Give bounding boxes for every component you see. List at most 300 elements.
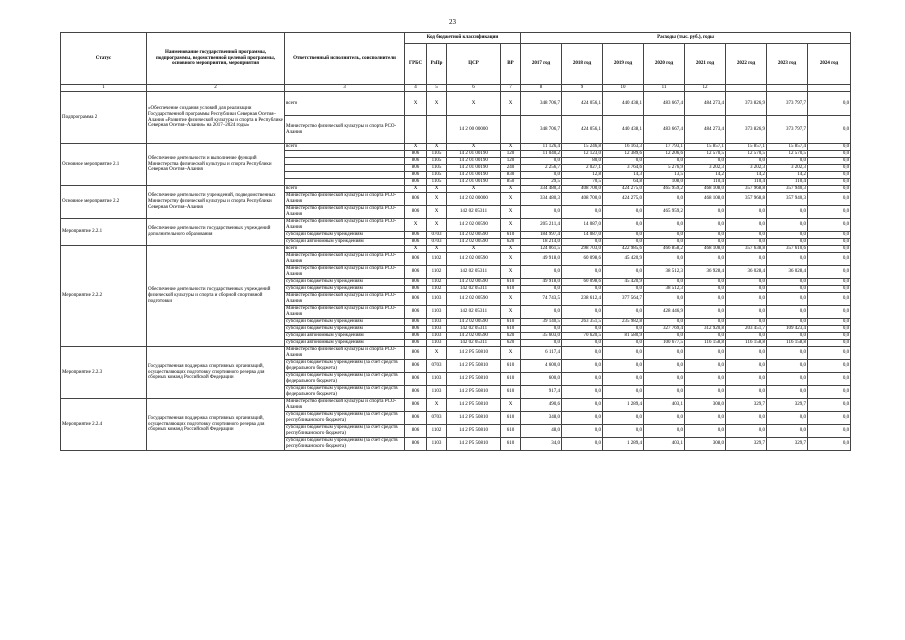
cell-amount: 424 056,1 <box>562 116 603 144</box>
cell-amount: 12 570,5 <box>685 151 726 158</box>
cell-amount: 0,0 <box>685 425 726 438</box>
cell-grbs: 806 <box>405 193 427 206</box>
cell-amount: 0,0 <box>808 360 851 373</box>
row-executor <box>285 165 405 172</box>
cell-amount: 0,0 <box>808 144 851 151</box>
cell-amount: 0,0 <box>808 239 851 246</box>
row-executor: субсидии бюджетным учреждениям (за счет средств республиканского бюджета) <box>285 425 405 438</box>
cell-rzpr: X <box>427 193 447 206</box>
column-number: 9 <box>562 85 603 92</box>
cell-grbs: 806 <box>405 319 427 326</box>
cell-amount: 0,0 <box>644 293 685 306</box>
cell-amount: 0,0 <box>808 438 851 451</box>
cell-rzpr: 1105 <box>427 151 447 158</box>
cell-amount: 468 108,0 <box>685 186 726 193</box>
cell-amount: 0,0 <box>562 425 603 438</box>
cell-amount: 0,0 <box>808 151 851 158</box>
cell-amount: 124 061,5 <box>521 246 562 253</box>
cell-vr: X <box>501 293 521 306</box>
column-number: 5 <box>427 85 447 92</box>
cell-amount: 440 438,1 <box>603 92 644 116</box>
cell-amount: 205 211,4 <box>521 219 562 232</box>
header-expenses: Расходы (тыс. руб.), годы <box>521 33 851 44</box>
row-status: Основное мероприятие 2.2 <box>61 186 147 219</box>
header-csr: ЦСР <box>447 44 501 85</box>
cell-amount: 3 764,6 <box>603 165 644 172</box>
cell-amount: 81 580,9 <box>603 333 644 340</box>
cell-grbs: 806 <box>405 326 427 333</box>
cell-grbs: 806 <box>405 232 427 239</box>
row-name: Обеспечение деятельности учреждений, подведомственных Министерству физической культуры и спорта Республики Северная Осетия–Алания <box>147 186 285 219</box>
cell-csr: 142 02 05311 <box>447 266 501 279</box>
cell-amount: 0,0 <box>685 333 726 340</box>
cell-amount: 0,0 <box>644 232 685 239</box>
cell-rzpr: X <box>427 246 447 253</box>
cell-vr: X <box>501 347 521 360</box>
cell-amount: 0,0 <box>726 206 767 219</box>
cell-amount: 408 700,0 <box>562 186 603 193</box>
cell-amount: 0,0 <box>808 179 851 186</box>
cell-vr: 610 <box>501 319 521 326</box>
cell-rzpr: 1103 <box>427 333 447 340</box>
cell-rzpr: 1102 <box>427 279 447 286</box>
cell-amount: 0,0 <box>685 412 726 425</box>
cell-grbs: X <box>405 246 427 253</box>
cell-csr: 14 2 P5 50810 <box>447 347 501 360</box>
cell-grbs: 806 <box>405 286 427 293</box>
cell-amount: 917,4 <box>521 386 562 399</box>
cell-grbs: 806 <box>405 158 427 165</box>
row-executor: Министерство физической культуры и спорта РСО-Алания <box>285 116 405 144</box>
cell-amount: 0,0 <box>808 172 851 179</box>
cell-amount: 12 570,5 <box>726 151 767 158</box>
cell-vr: 610 <box>501 386 521 399</box>
cell-grbs: 806 <box>405 293 427 306</box>
row-executor: субсидии бюджетным учреждениям (за счет средств республиканского бюджета) <box>285 438 405 451</box>
column-number-row <box>61 85 851 92</box>
cell-vr: 610 <box>501 373 521 386</box>
row-executor: всего <box>285 144 405 151</box>
cell-amount: 0,0 <box>603 347 644 360</box>
cell-amount: 12 570,5 <box>767 151 808 158</box>
cell-csr: 14 2 02 00000 <box>447 193 501 206</box>
cell-grbs: 806 <box>405 399 427 412</box>
cell-amount: 0,0 <box>808 319 851 326</box>
header-year: 2018 год <box>562 44 603 85</box>
header-year: 2017 год <box>521 44 562 85</box>
cell-vr: 120 <box>501 151 521 158</box>
cell-amount: 308,0 <box>685 399 726 412</box>
row-executor: Министерство физической культуры и спорта РСО-Алания <box>285 399 405 412</box>
cell-amount: 0,0 <box>644 386 685 399</box>
header-year: 2021 год <box>685 44 726 85</box>
cell-amount: 0,0 <box>685 158 726 165</box>
cell-amount: 12 123,0 <box>562 151 603 158</box>
cell-amount: 0,0 <box>767 425 808 438</box>
cell-csr: X <box>447 186 501 193</box>
cell-amount: 0,0 <box>767 253 808 266</box>
cell-grbs: 806 <box>405 340 427 347</box>
cell-amount: 0,0 <box>644 347 685 360</box>
cell-amount: 0,0 <box>685 347 726 360</box>
cell-csr: 14 2 02 00590 <box>447 219 501 232</box>
cell-vr: 830 <box>501 172 521 179</box>
cell-vr: X <box>501 399 521 412</box>
cell-amount: 0,0 <box>808 232 851 239</box>
cell-amount: 13,5 <box>644 172 685 179</box>
cell-amount: 36 028,4 <box>767 266 808 279</box>
cell-amount: 14,3 <box>603 172 644 179</box>
cell-grbs: 806 <box>405 253 427 266</box>
cell-amount: 0,0 <box>767 373 808 386</box>
cell-grbs: 806 <box>405 172 427 179</box>
cell-amount: 235 982,8 <box>603 319 644 326</box>
cell-amount: 14,2 <box>685 172 726 179</box>
cell-amount: 74 743,5 <box>521 293 562 306</box>
header-year: 2023 год <box>767 44 808 85</box>
cell-amount: 203 451,7 <box>726 326 767 333</box>
column-number: 1 <box>61 85 147 92</box>
cell-rzpr: 1103 <box>427 438 447 451</box>
cell-amount: 0,0 <box>808 425 851 438</box>
cell-amount: 0,0 <box>726 333 767 340</box>
cell-csr: X <box>447 92 501 116</box>
row-executor: всего <box>285 186 405 193</box>
cell-csr: 14 2 P5 50810 <box>447 412 501 425</box>
row-status: Основное мероприятие 2.1 <box>61 144 147 186</box>
cell-amount: 0,0 <box>726 412 767 425</box>
cell-grbs: 806 <box>405 386 427 399</box>
cell-rzpr: 1103 <box>427 373 447 386</box>
cell-csr: 14 2 01 00190 <box>447 165 501 172</box>
cell-amount: 465 959,2 <box>644 206 685 219</box>
cell-vr: 620 <box>501 340 521 347</box>
cell-amount: 298 703,0 <box>562 246 603 253</box>
cell-amount: 14 087,0 <box>562 232 603 239</box>
cell-grbs: 806 <box>405 165 427 172</box>
row-executor: Министерство физической культуры и спорта РСО-Алания <box>285 253 405 266</box>
row-executor: всего <box>285 92 405 116</box>
cell-amount: 15 857,1 <box>685 144 726 151</box>
cell-csr: 14 2 01 00190 <box>447 179 501 186</box>
cell-amount: 2 027,1 <box>562 165 603 172</box>
table-row <box>61 144 851 151</box>
cell-amount: 0,0 <box>808 399 851 412</box>
cell-amount: 0,0 <box>562 399 603 412</box>
cell-amount: 428 446,9 <box>644 306 685 319</box>
cell-amount: 0,0 <box>521 158 562 165</box>
cell-amount: 0,0 <box>726 253 767 266</box>
cell-amount: 108,0 <box>644 179 685 186</box>
cell-amount: 490,6 <box>521 399 562 412</box>
cell-amount: 38 512,3 <box>644 266 685 279</box>
cell-amount: 373 826,9 <box>726 92 767 116</box>
cell-amount: 0,0 <box>644 239 685 246</box>
cell-amount: 0,0 <box>808 158 851 165</box>
row-executor: Министерство физической культуры и спорта РСО-Алания <box>285 193 405 206</box>
cell-amount: 184 997,4 <box>521 232 562 239</box>
cell-amount: 0,0 <box>603 360 644 373</box>
cell-amount: 3 202,3 <box>726 165 767 172</box>
cell-amount: 0,0 <box>603 340 644 347</box>
header-vr: ВР <box>501 44 521 85</box>
cell-amount: 440 438,1 <box>603 116 644 144</box>
cell-amount: 70,5 <box>562 179 603 186</box>
cell-grbs: X <box>405 144 427 151</box>
cell-amount: 0,0 <box>644 219 685 232</box>
cell-amount: 0,0 <box>644 333 685 340</box>
cell-grbs: 806 <box>405 438 427 451</box>
header-year: 2020 год <box>644 44 685 85</box>
cell-amount: 49 918,0 <box>521 253 562 266</box>
cell-amount: 0,0 <box>808 246 851 253</box>
cell-amount: 45 420,9 <box>603 253 644 266</box>
row-executor: субсидии бюджетным учреждениям (за счет средств федерального бюджета) <box>285 360 405 373</box>
cell-rzpr: X <box>427 219 447 232</box>
cell-amount: 12 206,6 <box>644 151 685 158</box>
row-executor: субсидии автономным учреждениям <box>285 239 405 246</box>
cell-amount: 0,0 <box>562 386 603 399</box>
cell-rzpr: 1103 <box>427 340 447 347</box>
cell-amount: 3 202,3 <box>767 165 808 172</box>
cell-amount: 348 706,7 <box>521 92 562 116</box>
cell-csr: 14 2 02 00590 <box>447 232 501 239</box>
cell-grbs: 806 <box>405 179 427 186</box>
cell-amount: 0,0 <box>808 326 851 333</box>
cell-vr: 240 <box>501 165 521 172</box>
cell-amount: 0,0 <box>767 239 808 246</box>
cell-amount: 116 158,8 <box>767 340 808 347</box>
cell-grbs: 806 <box>405 347 427 360</box>
cell-amount: 312 920,8 <box>685 326 726 333</box>
header-executor: Ответственный исполнитель, соисполнители <box>285 33 405 85</box>
row-name: Обеспечение деятельности государственных учреждений дополнительного образования <box>147 219 285 246</box>
column-number: 12 <box>685 85 726 92</box>
row-executor: Министерство физической культуры и спорта РСО-Алания <box>285 266 405 279</box>
row-status: Мероприятие 2.2.1 <box>61 219 147 246</box>
cell-csr: 14 2 02 00590 <box>447 239 501 246</box>
cell-grbs: X <box>405 186 427 193</box>
cell-amount: 0,0 <box>685 239 726 246</box>
cell-amount: 0,0 <box>603 239 644 246</box>
cell-vr: 610 <box>501 360 521 373</box>
header-name: Наименование государственной программы, подпрограммы, ведомственной целевой программы, основного мероприятия, мероприятия <box>147 33 285 85</box>
cell-amount: 308,0 <box>685 438 726 451</box>
cell-amount: 11 126,4 <box>521 144 562 151</box>
cell-amount: 0,0 <box>562 206 603 219</box>
cell-amount: 35 603,0 <box>521 333 562 340</box>
cell-amount: 0,0 <box>726 239 767 246</box>
cell-rzpr: 1105 <box>427 165 447 172</box>
row-status: Мероприятие 2.2.4 <box>61 399 147 451</box>
cell-amount: 373 826,9 <box>726 116 767 144</box>
cell-rzpr: 1103 <box>427 319 447 326</box>
row-status: Мероприятие 2.2.2 <box>61 246 147 347</box>
cell-amount: 0,0 <box>644 412 685 425</box>
cell-grbs: X <box>405 219 427 232</box>
cell-vr: 610 <box>501 232 521 239</box>
cell-csr: 14 2 P5 50810 <box>447 386 501 399</box>
cell-amount: 0,0 <box>808 253 851 266</box>
cell-amount: 0,0 <box>644 158 685 165</box>
row-executor: субсидии бюджетным учреждениям <box>285 319 405 326</box>
cell-amount: 0,0 <box>767 206 808 219</box>
cell-amount: 70 620,5 <box>562 333 603 340</box>
cell-amount: 0,0 <box>808 306 851 319</box>
cell-vr: 610 <box>501 425 521 438</box>
cell-amount: 116 158,8 <box>685 340 726 347</box>
cell-csr: 14 2 P5 50810 <box>447 438 501 451</box>
cell-grbs: X <box>405 92 427 116</box>
cell-vr <box>501 116 521 144</box>
row-executor: всего <box>285 246 405 253</box>
cell-amount: 0,0 <box>726 219 767 232</box>
cell-vr: X <box>501 266 521 279</box>
cell-amount: 0,0 <box>726 232 767 239</box>
cell-amount: 329,7 <box>767 438 808 451</box>
cell-amount: 110,4 <box>685 179 726 186</box>
cell-amount: 15 857,4 <box>767 144 808 151</box>
cell-amount: 0,0 <box>767 319 808 326</box>
header-budget-codes: Код бюджетной классификации <box>405 33 521 44</box>
cell-amount: 0,0 <box>808 266 851 279</box>
cell-rzpr: 0703 <box>427 239 447 246</box>
cell-amount: 2 256,7 <box>521 165 562 172</box>
cell-csr: 142 02 05311 <box>447 306 501 319</box>
cell-amount: 0,0 <box>685 373 726 386</box>
cell-amount: 0,0 <box>767 306 808 319</box>
cell-amount: 0,0 <box>767 347 808 360</box>
cell-amount: 0,0 <box>726 158 767 165</box>
cell-csr: 142 02 05311 <box>447 340 501 347</box>
cell-amount: 0,0 <box>562 306 603 319</box>
cell-vr: 620 <box>501 239 521 246</box>
cell-amount: 0,0 <box>521 172 562 179</box>
cell-vr: 610 <box>501 412 521 425</box>
cell-amount: 238 612,4 <box>562 293 603 306</box>
cell-amount: 0,0 <box>767 412 808 425</box>
cell-amount: 0,0 <box>767 333 808 340</box>
cell-amount: 0,0 <box>808 186 851 193</box>
cell-amount: 0,0 <box>685 386 726 399</box>
cell-amount: 39 140,5 <box>521 319 562 326</box>
cell-amount: 327 769,4 <box>644 326 685 333</box>
cell-csr: 14 2 01 00190 <box>447 158 501 165</box>
cell-grbs: 806 <box>405 333 427 340</box>
column-number: 10 <box>603 85 644 92</box>
cell-amount: 0,0 <box>685 286 726 293</box>
cell-amount: 0,0 <box>726 360 767 373</box>
cell-amount: 0,0 <box>685 206 726 219</box>
cell-rzpr <box>427 116 447 144</box>
cell-amount: 16 163,3 <box>603 144 644 151</box>
row-executor: Министерство физической культуры и спорта РСО-Алания <box>285 306 405 319</box>
cell-amount: 109 423,4 <box>767 326 808 333</box>
cell-amount: 0,0 <box>644 425 685 438</box>
cell-amount: 0,0 <box>562 286 603 293</box>
cell-amount: 0,0 <box>603 266 644 279</box>
cell-amount: 36 928,4 <box>685 266 726 279</box>
cell-vr: X <box>501 92 521 116</box>
cell-amount: 357 968,8 <box>726 186 767 193</box>
row-executor <box>285 179 405 186</box>
cell-amount: 0,0 <box>767 279 808 286</box>
cell-amount: 0,0 <box>521 206 562 219</box>
cell-amount: 116 158,8 <box>726 340 767 347</box>
cell-csr: 142 02 05311 <box>447 206 501 219</box>
cell-amount: 80,0 <box>562 158 603 165</box>
budget-table <box>60 32 851 451</box>
header-year: 2019 год <box>603 44 644 85</box>
cell-amount: 424 275,0 <box>603 193 644 206</box>
cell-csr: 14 2 01 00190 <box>447 172 501 179</box>
cell-amount: 0,0 <box>603 286 644 293</box>
cell-amount: 0,0 <box>644 193 685 206</box>
cell-amount: 0,0 <box>603 232 644 239</box>
cell-amount: 0,0 <box>562 438 603 451</box>
cell-amount: 357 940,3 <box>767 193 808 206</box>
cell-amount: 0,0 <box>644 360 685 373</box>
cell-amount: 334 480,3 <box>521 193 562 206</box>
row-status: Подпрограмма 2 <box>61 92 147 144</box>
cell-amount: 357 968,8 <box>726 193 767 206</box>
cell-vr: 610 <box>501 279 521 286</box>
cell-grbs: 806 <box>405 239 427 246</box>
cell-rzpr: 1102 <box>427 266 447 279</box>
cell-amount: 3 202,3 <box>685 165 726 172</box>
cell-csr: 14 2 00 00000 <box>447 116 501 144</box>
cell-amount: 0,0 <box>767 219 808 232</box>
cell-amount: 1 289,4 <box>603 438 644 451</box>
cell-grbs: 806 <box>405 266 427 279</box>
cell-amount: 329,7 <box>767 399 808 412</box>
cell-amount: 18 214,0 <box>521 239 562 246</box>
row-executor: Министерство физической культуры и спорта РСО-Алания <box>285 219 405 232</box>
cell-amount: 377 564,7 <box>603 293 644 306</box>
cell-amount: 468 108,0 <box>685 193 726 206</box>
cell-amount: 483 667,4 <box>644 92 685 116</box>
table-row <box>61 399 851 412</box>
cell-amount: 14,2 <box>726 172 767 179</box>
row-executor: субсидии автономным учреждениям <box>285 340 405 347</box>
cell-amount: 0,0 <box>808 219 851 232</box>
cell-amount: 0,0 <box>808 165 851 172</box>
cell-csr: 14 2 P5 50810 <box>447 360 501 373</box>
cell-amount: 424 275,0 <box>603 186 644 193</box>
cell-amount: 0,0 <box>562 326 603 333</box>
cell-rzpr: 1103 <box>427 326 447 333</box>
cell-amount: 0,0 <box>562 239 603 246</box>
cell-amount: 0,0 <box>808 293 851 306</box>
cell-amount: 0,0 <box>726 425 767 438</box>
cell-amount: 14 087,0 <box>562 219 603 232</box>
cell-amount: 0,0 <box>521 340 562 347</box>
cell-amount: 0,0 <box>562 347 603 360</box>
header-status: Статус <box>61 33 147 85</box>
cell-rzpr: X <box>427 144 447 151</box>
cell-amount: 0,0 <box>726 347 767 360</box>
cell-amount: 6 117,4 <box>521 347 562 360</box>
row-name: Обеспечение деятельности и выполнение функций Министерства физической культуры и спорта Республики Северная Осетия–Алания <box>147 144 285 186</box>
row-name: Обеспечение деятельности государственных учреждений физической культуры и спорта и сборной спортивной подготовки <box>147 246 285 347</box>
cell-csr: 14 2 P5 50810 <box>447 425 501 438</box>
cell-amount: 4 600,0 <box>521 360 562 373</box>
cell-csr: 14 2 P5 50810 <box>447 373 501 386</box>
cell-amount: 0,0 <box>521 326 562 333</box>
row-name: «Обеспечение создания условий для реализации Государственной программы Республики Северная Осетия–Алания «Развитие физической культуры и спорта в Республике Северная Осетия–Алания» на 2017–2024 годы» <box>147 92 285 144</box>
column-number: 4 <box>405 85 427 92</box>
cell-csr: 14 2 02 00590 <box>447 279 501 286</box>
